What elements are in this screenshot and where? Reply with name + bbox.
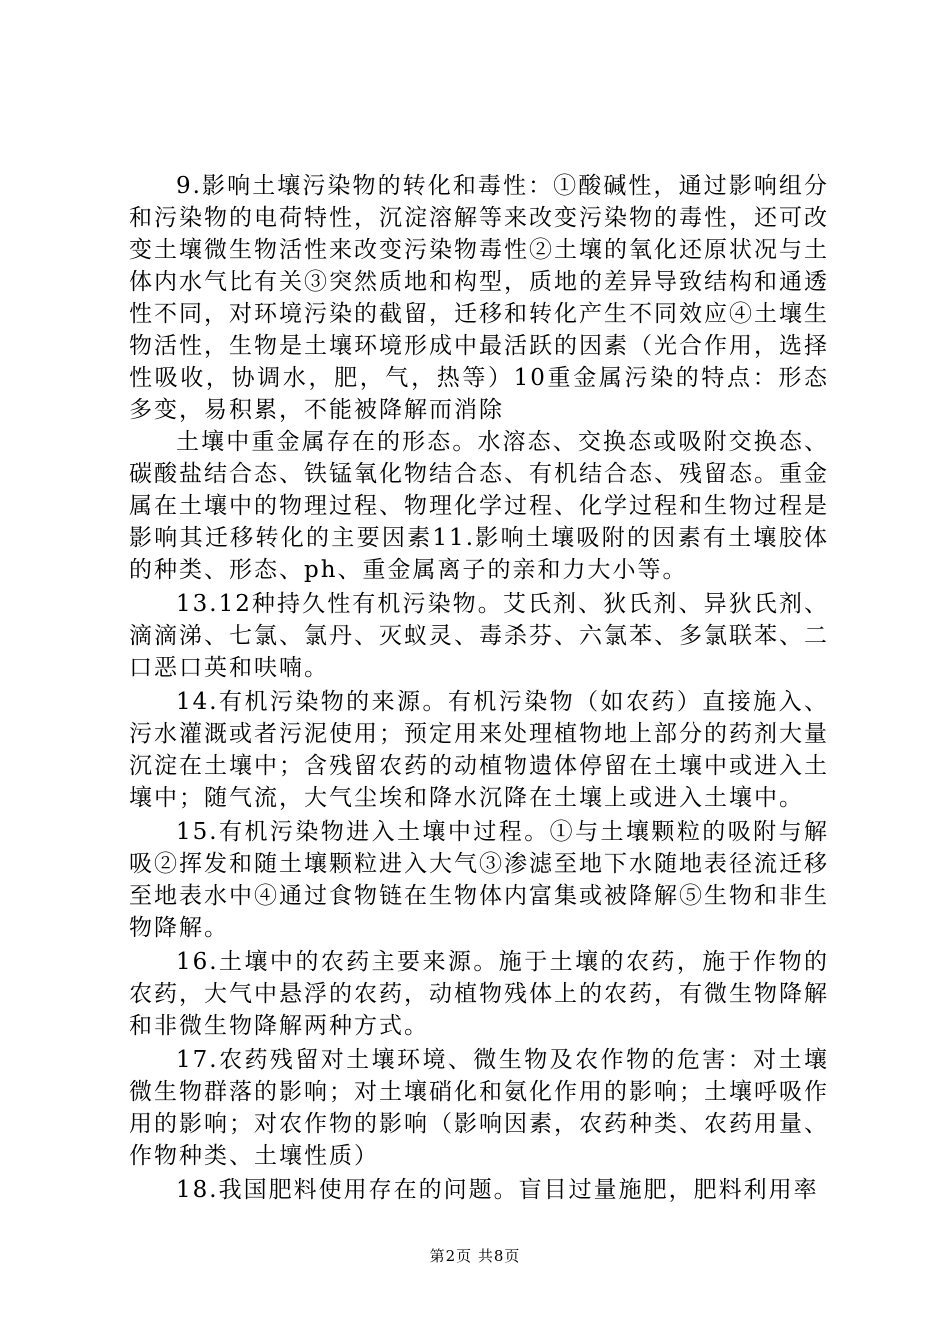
paragraph-heavy-metal-forms: 土壤中重金属存在的形态。水溶态、交换态或吸附交换态、碳酸盐结合态、铁锰氧化物结合态、有机结合态、残留态。重金属在土壤中的物理过程、物理化学过程、化学过程和生物过程是影响其迁移转化的主要因素11.影响土壤吸附的因素有土壤胶体的种类、形态、ph、重金属离子的亲和力大小等。 xyxy=(129,429,829,583)
document-body xyxy=(129,170,829,1206)
paragraph-15: 15.有机污染物进入土壤中过程。①与土壤颗粒的吸附与解吸②挥发和随土壤颗粒进入大气③渗滤至地下水随地表径流迁移至地表水中④通过食物链在生物体内富集或被降解⑤生物和非生物降解。 xyxy=(129,819,829,941)
paragraph-9: 9.影响土壤污染物的转化和毒性：①酸碱性，通过影响组分和污染物的电荷特性，沉淀溶解等来改变污染物的毒性，还可改变土壤微生物活性来改变污染物毒性②土壤的氧化还原状况与土体内水气比有关③突然质地和构型，质地的差异导致结构和通透性不同，对环境污染的截留，迁移和转化产生不同效应④土壤生物活性，生物是土壤环境形成中最活跃的因素（光合作用，选择性吸收，协调水，肥，气，热等）10重金属污染的特点：形态多变，易积累，不能被降解而消除 xyxy=(129,173,829,423)
paragraph-17: 17.农药残留对土壤环境、微生物及农作物的危害：对土壤微生物群落的影响；对土壤硝化和氨化作用的影响；土壤呼吸作用的影响；对农作物的影响（影响因素，农药种类、农药用量、作物种类、土壤性质） xyxy=(129,1047,829,1169)
page-number-footer: 第2页 共8页 xyxy=(429,1247,521,1265)
paragraph-14: 14.有机污染物的来源。有机污染物（如农药）直接施入、污水灌溉或者污泥使用；预定用来处理植物地上部分的药剂大量沉淀在土壤中；含残留农药的动植物遗体停留在土壤中或进入土壤中；随气流，大气尘埃和降水沉降在土壤上或进入土壤中。 xyxy=(129,689,829,811)
paragraph-16: 16.土壤中的农药主要来源。施于土壤的农药，施于作物的农药，大气中悬浮的农药，动植物残体上的农药，有微生物降解和非微生物降解两种方式。 xyxy=(129,949,829,1039)
paragraph-13: 13.12种持久性有机污染物。艾氏剂、狄氏剂、异狄氏剂、滴滴涕、七氯、氯丹、灭蚁灵、毒杀芬、六氯苯、多氯联苯、二口恶口英和呋喃。 xyxy=(129,591,829,681)
paragraph-18: 18.我国肥料使用存在的问题。盲目过量施肥，肥料利用率 xyxy=(176,1177,819,1203)
